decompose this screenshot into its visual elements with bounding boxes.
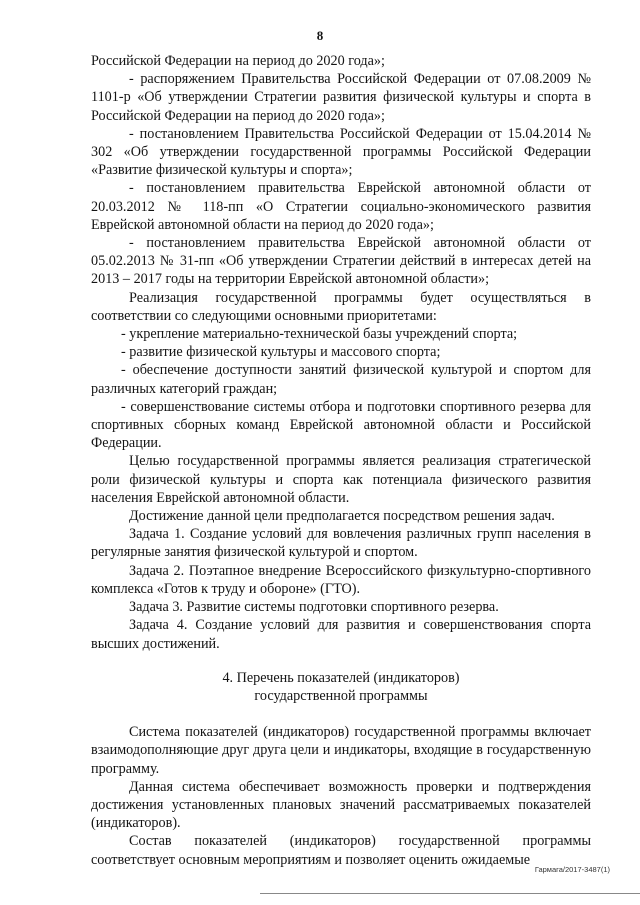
priority-item-reserve: - совершенствование системы отбора и подготовки спортивного резерва для спортивных сборных команд Еврейской автономной области и Российской Федерации. — [91, 398, 591, 452]
paragraph-goal: Целью государственной программы является реализация стратегической роли физической культуры и спорта как потенциала физического развития населения Еврейской автономной области. — [91, 453, 591, 506]
section-heading-line-2: государственной программы — [254, 687, 428, 704]
priority-item-mass-sport: - развитие физической культуры и массового спорта; — [121, 344, 441, 361]
section-paragraph-composition: Состав показателей (индикаторов) государственной программы соответствует основным мероприятиям и позволяет оценить ожидаемые — [91, 833, 591, 868]
footer-divider — [260, 893, 640, 894]
section-paragraph-system: Система показателей (индикаторов) государственной программы включает взаимодополняющие друг друга цели и индикаторы, входящие в государственную программу. — [91, 724, 591, 777]
priority-item-accessibility: - обеспечение доступности занятий физической культурой и спортом для различных категорий граждан; — [91, 362, 591, 397]
paragraph-tasks-intro: Достижение данной цели предполагается посредством решения задач. — [129, 508, 555, 525]
list-item-resolution-31: - постановлением правительства Еврейской автономной области от 05.02.2013 № 31-пп «Об утверждении Стратегии действий в интересах детей на 2013 – 2017 годы на территории Еврейской автономной области»; — [91, 235, 591, 288]
section-heading — [91, 669, 591, 705]
footer-document-code: Гармага/2017-3487(1) — [534, 865, 610, 874]
list-item-decree-1101: - распоряжением Правительства Российской Федерации от 07.08.2009 № 1101-р «Об утверждении Стратегии развития физической культуры и спорта в Российской Федерации на период до 2020 года»; — [91, 71, 591, 124]
page-number: 8 — [316, 28, 324, 43]
paragraph-continuation: Российской Федерации на период до 2020 года»; — [91, 53, 385, 69]
section-paragraph-verification: Данная система обеспечивает возможность проверки и подтверждения достижения установленных плановых значений рассматриваемых показателей (индикаторов). — [91, 778, 591, 832]
section-heading-line-1: 4. Перечень показателей (индикаторов) — [222, 669, 460, 686]
paragraph-priorities-intro: Реализация государственной программы будет осуществляться в соответствии со следующими основными приоритетами: — [91, 289, 591, 324]
list-item-resolution-118: - постановлением правительства Еврейской автономной области от 20.03.2012 № 118-пп «О Стратегии социально-экономического развития Еврейской автономной области на период до 2020 года»; — [91, 180, 591, 233]
task-2: Задача 2. Поэтапное внедрение Всероссийского физкультурно-спортивного комплекса «Готов к труду и обороне» (ГТО). — [91, 562, 591, 597]
task-4: Задача 4. Создание условий для развития и совершенствования спорта высших достижений. — [91, 617, 591, 652]
task-3: Задача 3. Развитие системы подготовки спортивного резерва. — [129, 599, 499, 616]
priority-item-infrastructure: - укрепление материально-технической базы учреждений спорта; — [121, 326, 518, 343]
document-body — [91, 52, 591, 869]
task-1: Задача 1. Создание условий для вовлечения различных групп населения в регулярные занятия физической культурой и спортом. — [91, 526, 591, 561]
list-item-resolution-302: - постановлением Правительства Российской Федерации от 15.04.2014 № 302 «Об утверждении государственной программы Российской Федерации «Развитие физической культуры и спорта»; — [91, 125, 591, 179]
